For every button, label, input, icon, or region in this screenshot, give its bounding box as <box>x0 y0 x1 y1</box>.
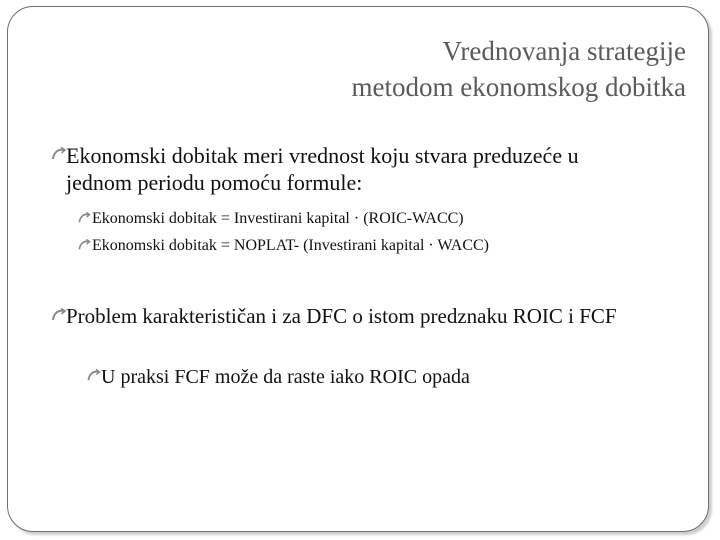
bullet-2 <box>52 302 692 330</box>
sub-bullet-2-1 <box>87 364 667 390</box>
curved-arrow-bullet-icon <box>87 369 101 382</box>
sub-bullet-1-1-text: Ekonomski dobitak = Investirani kapital · (ROIC-WACC) <box>92 210 464 227</box>
slide <box>7 6 709 532</box>
curved-arrow-bullet-icon <box>78 212 92 224</box>
bullet-1-text: Ekonomski dobitak meri vrednost koju stvara preduzeće u jednom periodu pomoću formule: <box>66 143 579 195</box>
sub-bullet-1-2-text: Ekonomski dobitak = NOPLAT- (Investirani kapital · WACC) <box>92 237 489 254</box>
curved-arrow-bullet-icon <box>52 308 66 322</box>
sub-bullet-1-2 <box>78 235 678 257</box>
bullet-1 <box>52 142 592 196</box>
curved-arrow-bullet-icon <box>78 239 92 251</box>
sub-bullet-2-1-text: U praksi FCF može da raste iako ROIC opada <box>101 366 470 388</box>
slide-title <box>126 33 686 105</box>
title-line-2: metodom ekonomskog dobitka <box>351 72 686 102</box>
sub-bullet-1-1 <box>78 208 678 230</box>
bullet-2-text: Problem karakterističan i za DFC o istom predznaku ROIC i FCF <box>66 304 617 328</box>
curved-arrow-bullet-icon <box>52 147 66 161</box>
title-line-1: Vrednovanja strategije <box>442 36 686 66</box>
